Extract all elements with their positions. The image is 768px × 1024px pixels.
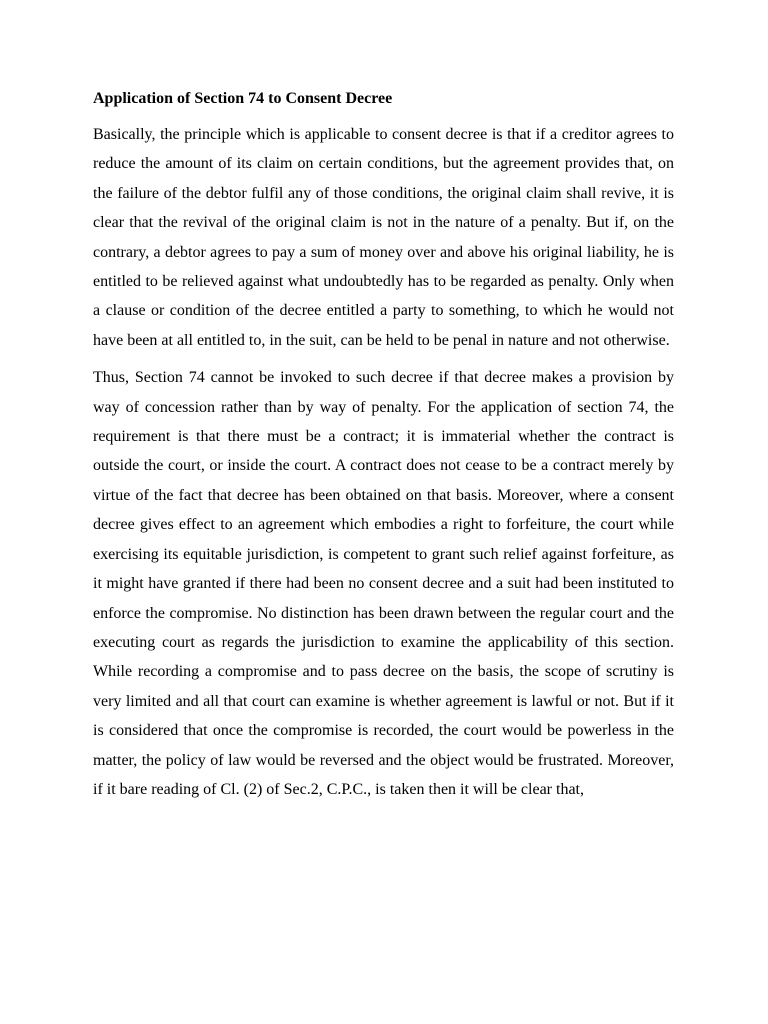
paragraph-consent-decree-principle: Basically, the principle which is applicable to consent decree is that if a creditor agrees to reduce the amount of its claim on certain conditions, but the agreement provides that, on the failure of the debtor fulfil any of those conditions, the original claim shall revive, it is clear that the revival of the original claim is not in the nature of a penalty. But if, on the contrary, a debtor agrees to pay a sum of money over and above his original liability, he is entitled to be relieved against what undoubtedly has to be regarded as penalty. Only when a clause or condition of the decree entitled a party to something, to which he would not have been at all entitled to, in the suit, can be held to be penal in nature and not otherwise. bbox=[93, 126, 674, 349]
section-heading: Application of Section 74 to Consent Decree bbox=[93, 90, 393, 107]
paragraph-section-74-application: Thus, Section 74 cannot be invoked to such decree if that decree makes a provision by way of concession rather than by way of penalty. For the application of section 74, the requirement is that there must be a contract; it is immaterial whether the contract is outside the court, or inside the court. A contract does not cease to be a contract merely by virtue of the fact that decree has been obtained on that basis. Moreover, where a consent decree gives effect to an agreement which embodies a right to forfeiture, the court while exercising its equitable jurisdiction, is competent to grant such relief against forfeiture, as it might have granted if there had been no consent decree and a suit had been instituted to enforce the compromise. No distinction has been drawn between the regular court and the executing court as regards the jurisdiction to examine the applicability of this section. While recording a compromise and to pass decree on the basis, the scope of scrutiny is very limited and all that court can examine is whether agreement is lawful or not. But if it is considered that once the compromise is recorded, the court would be powerless in the matter, the policy of law would be reversed and the object would be frustrated. Moreover, if it bare reading of Cl. (2) of Sec.2, C.P.C., is taken then it will be clear that, bbox=[93, 369, 674, 798]
document-page bbox=[93, 84, 674, 812]
